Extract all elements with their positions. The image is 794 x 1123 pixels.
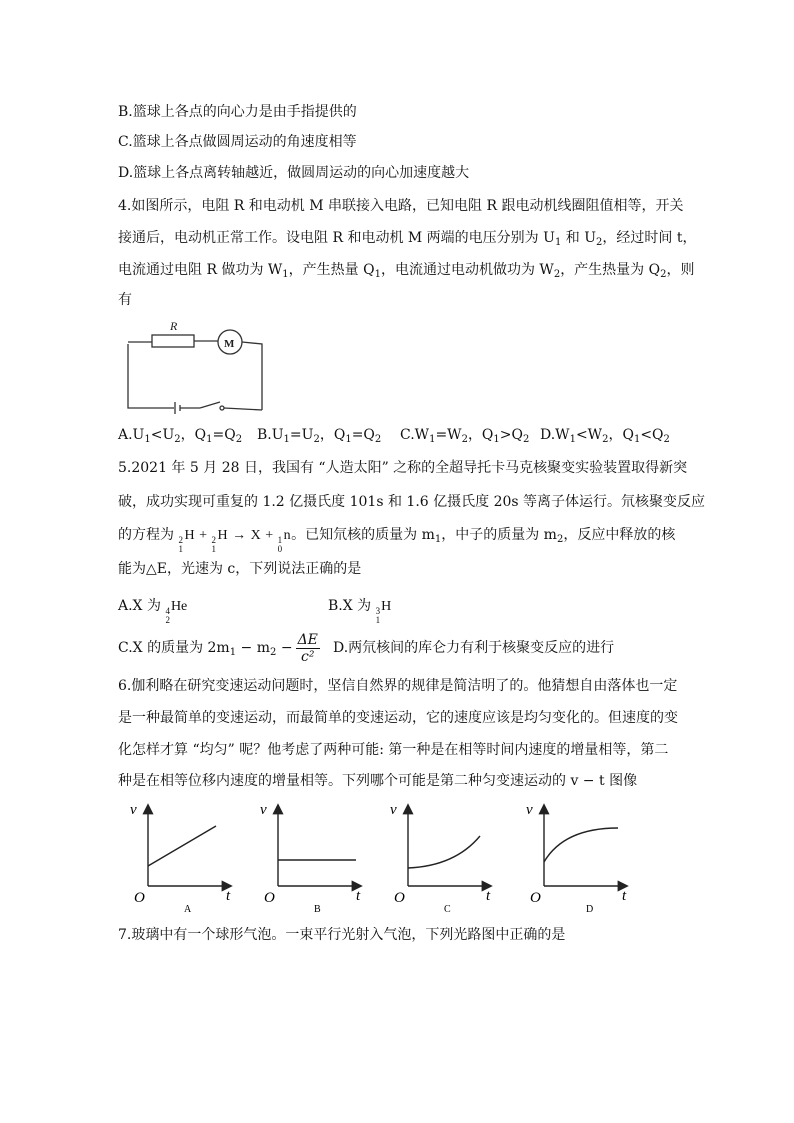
svg-text:v: v xyxy=(130,802,137,818)
q5-option-b: B.X 为 3 1 H xyxy=(328,598,392,625)
q5-option-d: D.两氘核间的库仑力有利于核聚变反应的进行 xyxy=(333,640,615,656)
svg-text:O: O xyxy=(134,890,145,906)
q4-line-4: 有 xyxy=(118,292,132,308)
graph-c xyxy=(408,806,490,886)
graph-d-curve xyxy=(544,828,618,862)
q3-option-d: D.篮球上各点离转轴越近，做圆周运动的向心加速度越大 xyxy=(118,165,470,181)
q5-option-a: A.X 为 4 2 He xyxy=(118,598,188,625)
fusion-equation: 2 1 H + 2 1 H → X + 1 0 n xyxy=(178,528,292,554)
q4-option-d: $D.W_1<W_2$，$Q_1<Q_2$ xyxy=(540,427,670,445)
q5-line-4: 能为△E，光速为 c，下列说法正确的是 xyxy=(118,561,362,577)
circuit-label-M: M xyxy=(224,338,235,350)
svg-text:O: O xyxy=(264,890,275,906)
q5-line-1: 5.2021 年 5 月 28 日，我国有 “人造太阳” 之称的全超导托卡马克核聚变实验装置取得新突 xyxy=(118,460,688,476)
svg-text:O: O xyxy=(394,890,405,906)
q3-option-c: C.篮球上各点做圆周运动的角速度相等 xyxy=(118,134,357,150)
svg-text:t: t xyxy=(622,888,627,904)
svg-text:O: O xyxy=(530,890,541,906)
q5-option-c: C.X 的质量为 $2m_1 - m_2$ − $\frac{\Delta E}{\text{c²}}$ xyxy=(118,631,318,665)
q6-line-2: 是一种最简单的变速运动，而最简单的变速运动，它的速度应该是均匀变化的。但速度的变 xyxy=(118,710,678,726)
graph-c-label: C xyxy=(444,904,451,915)
switch xyxy=(200,402,220,408)
svg-text:t: t xyxy=(356,888,361,904)
graph-c-curve xyxy=(408,836,480,868)
graph-b xyxy=(278,806,360,886)
graph-a-curve xyxy=(148,826,216,866)
q6-line-4: 种是在相等位移内速度的增量相等。下列哪个可能是第二种匀变速运动的 v − t 图像 xyxy=(118,773,638,789)
graph-b-label: B xyxy=(314,904,321,915)
graph-a-label: A xyxy=(184,904,192,915)
q6-line-1: 6.伽利略在研究变速运动问题时，坚信自然界的规律是简洁明了的。他猜想自由落体也一定 xyxy=(118,678,678,694)
q6-line-3: 化怎样才算 “均匀” 呢？他考虑了两种可能: 第一种是在相等时间内速度的增量相等，第二 xyxy=(118,742,669,758)
svg-text:v: v xyxy=(260,802,267,818)
q4-option-c: $C.W_1=W_2$，$Q_1>Q_2$ xyxy=(400,427,530,445)
vt-graphs xyxy=(120,800,650,920)
q4-option-b: $B.U_1=U_2$，$Q_1=Q_2$ xyxy=(257,427,382,445)
resistor-R xyxy=(152,335,194,347)
q5-line-3: 的方程为 2 1 H + 2 1 H → X + 1 0 n。已知氘核的质量为 $m_1$，中子的质量为 $m_2$，反应中释放的核 xyxy=(118,527,676,554)
q5-line-2: 破，成功实现可重复的 1.2 亿摄氏度 101s 和 1.6 亿摄氏度 20s 等离子体运行。氘核聚变反应 xyxy=(118,494,706,510)
q3-option-b: B.篮球上各点的向心力是由手指提供的 xyxy=(118,104,357,120)
q4-line-2: 接通后，电动机正常工作。设电阻 R 和电动机 M 两端的电压分别为 $U_1$ 和 $U_2$，经过时间 t， xyxy=(118,230,697,248)
circuit-diagram xyxy=(120,318,270,416)
q4-option-a: $A.U_1<U_2$，$Q_1=Q_2$ xyxy=(118,427,243,445)
q4-line-1: 4.如图所示，电阻 R 和电动机 M 串联接入电路，已知电阻 R 跟电动机线圈阻值相等，开关 xyxy=(118,198,684,214)
circuit-label-R: R xyxy=(170,319,178,333)
graph-d-label: D xyxy=(586,904,594,915)
graph-d xyxy=(544,806,626,886)
svg-text:v: v xyxy=(390,802,397,818)
q4-line-3: 电流通过电阻 R 做功为 $W_1$，产生热量 $Q_1$，电流通过电动机做功为 $W_2$，产生热量为 $Q_2$，则 xyxy=(118,262,695,280)
svg-text:t: t xyxy=(226,888,231,904)
graph-a xyxy=(148,806,230,886)
svg-text:v: v xyxy=(526,802,533,818)
q7-line-1: 7.玻璃中有一个球形气泡。一束平行光射入气泡，下列光路图中正确的是 xyxy=(118,927,566,943)
svg-text:t: t xyxy=(486,888,491,904)
fraction-deltaE-over-c2: $\frac{\Delta E}{\text{c²}}$ xyxy=(297,631,318,665)
